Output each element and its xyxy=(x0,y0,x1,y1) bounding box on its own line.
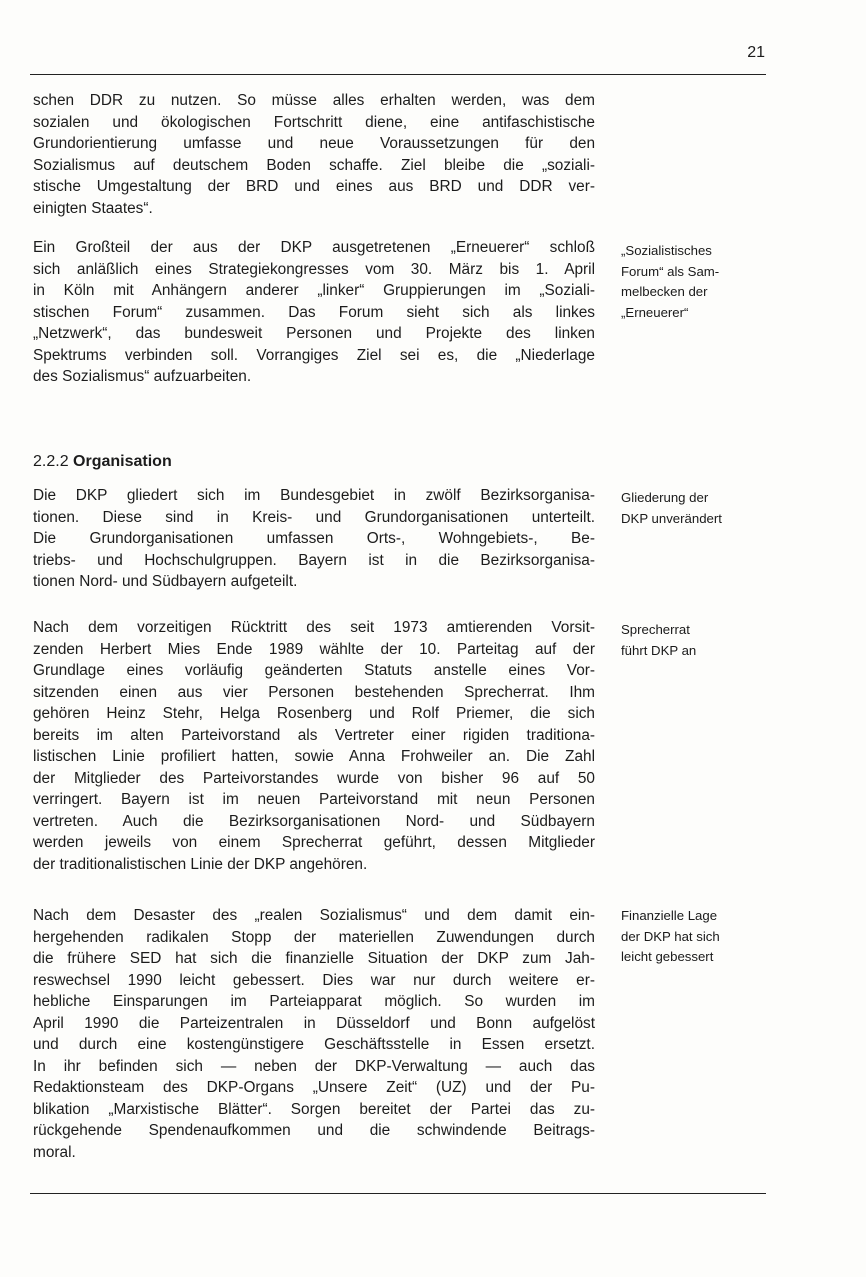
text-line: Die Grundorganisationen umfassen Orts-, Wohngebiets-, Be- xyxy=(33,530,595,547)
margin-note-line: Gliederung der xyxy=(621,490,709,505)
paragraph-sprecherrat xyxy=(33,617,595,875)
text-line: der traditionalistischen Linie der DKP angehören. xyxy=(33,855,368,873)
text-line: stische Umgestaltung der BRD und eines aus BRD und DDR ver- xyxy=(33,178,595,195)
margin-note-line: Forum“ als Sam- xyxy=(621,263,720,279)
margin-note-line: leicht gebessert xyxy=(621,949,714,964)
margin-note-line: führt DKP an xyxy=(621,642,697,658)
paragraph-ddr-nutzen xyxy=(33,90,595,219)
text-line: hebliche Einsparungen im Parteiapparat möglich. So wurden im xyxy=(33,993,595,1010)
text-line: bereits im alten Parteivorstand als Vertreter einer rigiden traditiona- xyxy=(33,726,595,744)
text-line: des Sozialismus“ aufzuarbeiten. xyxy=(33,368,252,385)
header-rule xyxy=(30,74,766,75)
text-line: moral. xyxy=(33,1143,76,1161)
text-line: die frühere SED hat sich die finanzielle Situation der DKP zum Jah- xyxy=(33,950,595,967)
paragraph-gliederung xyxy=(33,485,595,593)
text-line: Nach dem Desaster des „realen Sozialismus“ und dem damit ein- xyxy=(33,907,595,924)
text-line: zenden Herbert Mies Ende 1989 wählte der 10. Parteitag auf der xyxy=(33,640,595,658)
text-line: Ein Großteil der aus der DKP ausgetretenen „Erneuerer“ schloß xyxy=(33,239,595,256)
text-line: Grundorientierung umfasse und neue Voraussetzungen für den xyxy=(33,135,595,152)
margin-note-line: DKP unverändert xyxy=(621,510,722,526)
text-line: sozialen und ökologischen Fortschritt diene, eine antifaschistische xyxy=(33,113,595,131)
text-line: Spektrums verbinden soll. Vorrangiges Ziel sei es, die „Niederlage xyxy=(33,346,595,364)
text-line: in Köln mit Anhängern anderer „linker“ Gruppierungen im „Soziali- xyxy=(33,282,595,299)
text-line: blikation „Marxistische Blätter“. Sorgen bereitet der Partei das zu- xyxy=(33,1100,595,1118)
margin-note-gliederung xyxy=(621,488,771,529)
paragraph-finanzielle-lage xyxy=(33,905,595,1163)
text-line: triebs- und Hochschulgruppen. Bayern ist in die Bezirksorganisa- xyxy=(33,551,595,569)
text-line: einigten Staates“. xyxy=(33,199,153,217)
text-line: verringert. Bayern ist im neuen Parteivorstand mit neun Personen xyxy=(33,791,595,808)
text-line: der Mitglieder des Parteivorstandes wurde von bisher 96 auf 50 xyxy=(33,769,595,787)
text-line: tionen Nord- und Südbayern aufgeteilt. xyxy=(33,573,298,590)
text-line: vertreten. Auch die Bezirksorganisationen Nord- und Südbayern xyxy=(33,812,595,830)
text-line: tionen. Diese sind in Kreis- und Grundorganisationen unterteilt. xyxy=(33,508,595,526)
margin-note-finanzielle-lage xyxy=(621,906,771,968)
page-number: 21 xyxy=(747,44,765,61)
margin-note-line: melbecken der xyxy=(621,284,708,299)
section-title: Organisation xyxy=(73,453,172,470)
text-line: schen DDR zu nutzen. So müsse alles erhalten werden, was dem xyxy=(33,92,595,109)
text-line: Redaktionsteam des DKP-Organs „Unsere Zeit“ (UZ) und der Pu- xyxy=(33,1079,595,1096)
margin-note-line: „Erneuerer“ xyxy=(621,304,689,320)
text-line: werden jeweils von einem Sprecherrat geführt, dessen Mitglieder xyxy=(33,834,595,851)
margin-note-line: Finanzielle Lage xyxy=(621,908,718,923)
text-line: Grundlage eines vorläufig geänderten Statuts anstelle eines Vor- xyxy=(33,662,595,679)
text-line: reswechsel 1990 leicht gebessert. Dies war nur durch weitere er- xyxy=(33,971,595,989)
text-line: Sozialismus auf deutschem Boden schaffe. Ziel bleibe die „soziali- xyxy=(33,156,595,174)
margin-note-sprecherrat xyxy=(621,620,771,661)
footer-rule xyxy=(30,1193,766,1194)
text-line: rückgehende Spendenaufkommen und die schwindende Beitrags- xyxy=(33,1122,595,1139)
margin-note-line: „Sozialistisches xyxy=(621,243,712,258)
text-line: Die DKP gliedert sich im Bundesgebiet in zwölf Bezirksorganisa- xyxy=(33,487,595,504)
margin-note-line: der DKP hat sich xyxy=(621,928,720,944)
text-line: sitzenden einen aus vier Personen bestehenden Sprecherrat. Ihm xyxy=(33,683,595,701)
text-line: gehören Heinz Stehr, Helga Rosenberg und Rolf Priemer, die sich xyxy=(33,705,595,722)
text-line: stischen Forum“ zusammen. Das Forum sieht sich als linkes xyxy=(33,303,595,321)
text-line: hergehenden radikalen Stopp der materiellen Zuwendungen durch xyxy=(33,928,595,946)
section-heading xyxy=(33,451,172,473)
margin-note-line: Sprecherrat xyxy=(621,622,690,637)
section-number: 2.2.2 xyxy=(33,453,69,470)
text-line: „Netzwerk“, das bundesweit Personen und Projekte des linken xyxy=(33,325,595,342)
text-line: In ihr befinden sich — neben der DKP-Verwaltung — auch das xyxy=(33,1057,595,1075)
text-line: sich anläßlich eines Strategiekongresses vom 30. März bis 1. April xyxy=(33,260,595,278)
text-line: listischen Linie profiliert hatten, sowie Anna Frohweiler an. Die Zahl xyxy=(33,748,595,765)
text-line: April 1990 die Parteizentralen in Düsseldorf und Bonn aufgelöst xyxy=(33,1014,595,1032)
text-line: und durch eine kostengünstigere Geschäftsstelle in Essen ersetzt. xyxy=(33,1036,595,1053)
margin-note-sozialistisches-forum xyxy=(621,241,771,323)
paragraph-sozialistisches-forum xyxy=(33,237,595,388)
text-line: Nach dem vorzeitigen Rücktritt des seit 1973 amtierenden Vorsit- xyxy=(33,619,595,636)
